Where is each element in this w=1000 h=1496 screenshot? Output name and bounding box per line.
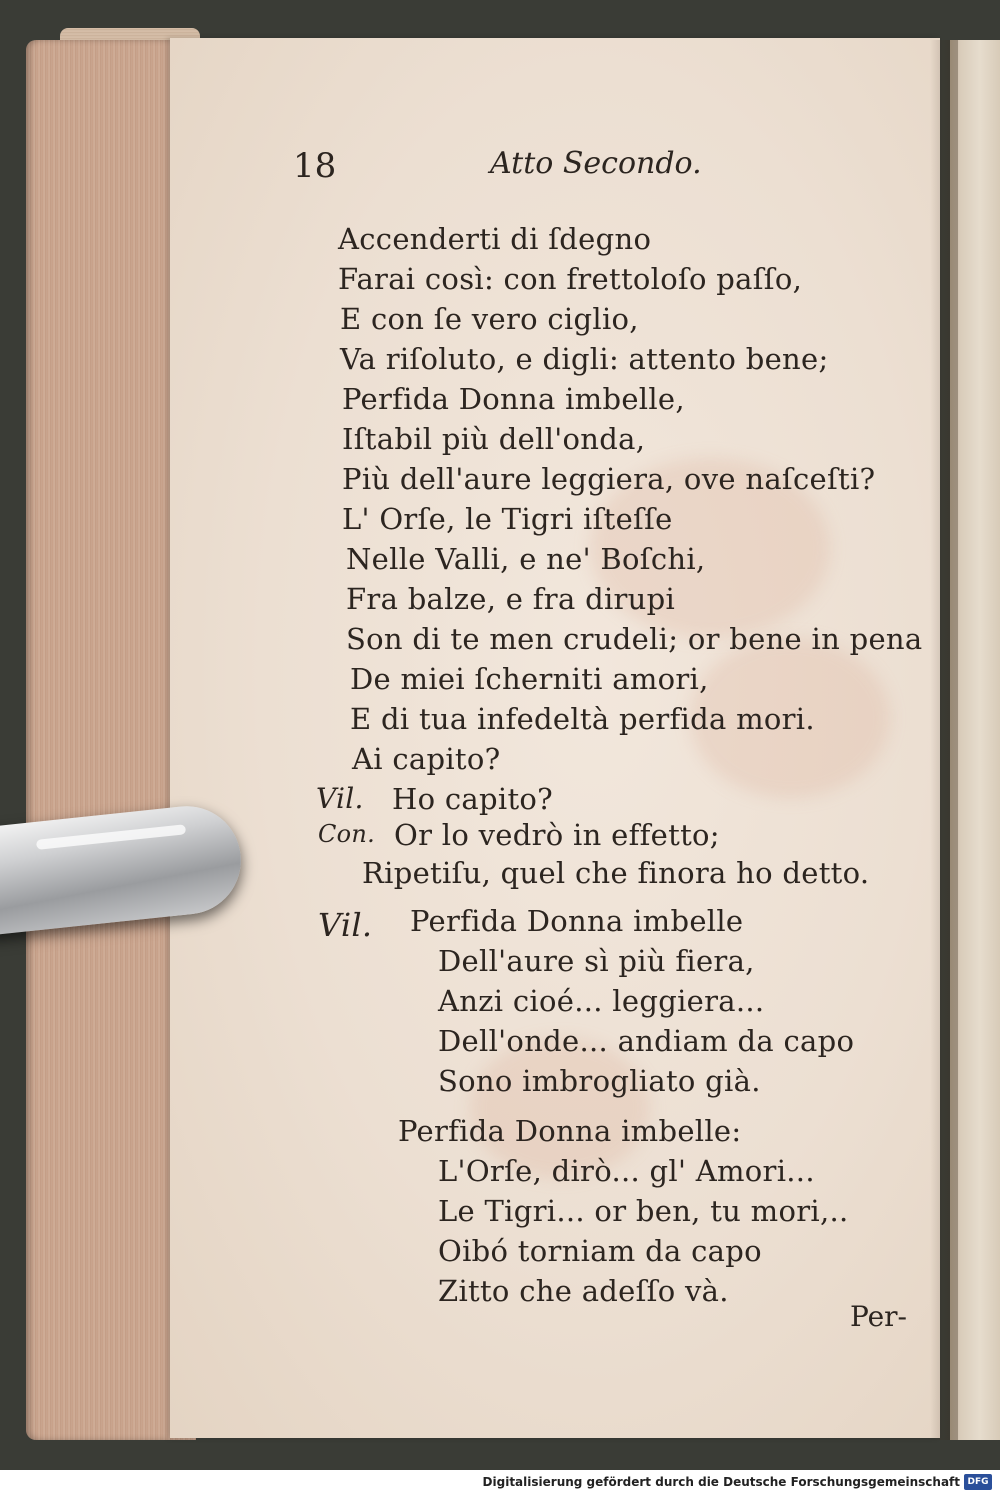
text-line: Accenderti di ſdegno [338,222,652,256]
dialogue-line: Or lo vedrò in effetto; [394,818,720,852]
page-number: 18 [293,146,337,186]
text-line: E di tua infedeltà perfida mori. [350,702,815,736]
dfg-logo-icon: DFG [964,1474,992,1490]
aria-line: Oibó torniam da capo [438,1234,762,1268]
speaker-label: Vil. [316,782,364,815]
dialogue-continuation: Ripetiſu, quel che finora ho detto. [362,856,870,890]
text-line: Va riſoluto, e digli: attento bene; [340,342,829,376]
text-line: E con ſe vero ciglio, [340,302,639,336]
speaker-label: Con. [318,820,376,848]
aria-line: Anzi cioé... leggiera... [438,984,765,1018]
aria-line: Sono imbrogliato già. [438,1064,761,1098]
footer-bar [0,1470,1000,1496]
text-line: Perfida Donna imbelle, [342,382,685,416]
speaker-label: Vil. [318,906,373,944]
text-line: Iſtabil più dell'onda, [342,422,646,456]
dialogue-line: Ho capito? [392,782,553,816]
text-line: Ai capito? [352,742,501,776]
gutter-shadow [930,40,958,1440]
aria-line: Dell'aure sì più fiera, [438,944,755,978]
aria-line: Dell'onde... andiam da capo [438,1024,855,1058]
text-line: De miei ſcherniti amori, [350,662,709,696]
text-line: L' Orſe, le Tigri iſteſſe [342,502,673,536]
catchword: Per- [850,1300,907,1333]
funding-credit: Digitalisierung gefördert durch die Deutsche Forschungsgemeinschaft [482,1475,960,1489]
aria-line: L'Orſe, dirò... gl' Amori... [438,1154,815,1188]
text-line: Più dell'aure leggiera, ove naſceſti? [342,462,876,496]
running-head: Atto Secondo. [490,146,702,181]
aria-line: Perfida Donna imbelle: [398,1114,742,1148]
text-line: Fra balze, e fra dirupi [346,582,676,616]
text-line: Nelle Valli, e ne' Boſchi, [346,542,706,576]
text-line: Farai così: con frettoloſo paſſo, [338,262,803,296]
text-line: Son di te men crudeli; or bene in pena [346,622,923,656]
aria-line: Le Tigri... or ben, tu mori,.. [438,1194,849,1228]
aria-line: Perfida Donna imbelle [410,904,744,938]
aria-line: Zitto che adeſſo và. [438,1274,729,1308]
